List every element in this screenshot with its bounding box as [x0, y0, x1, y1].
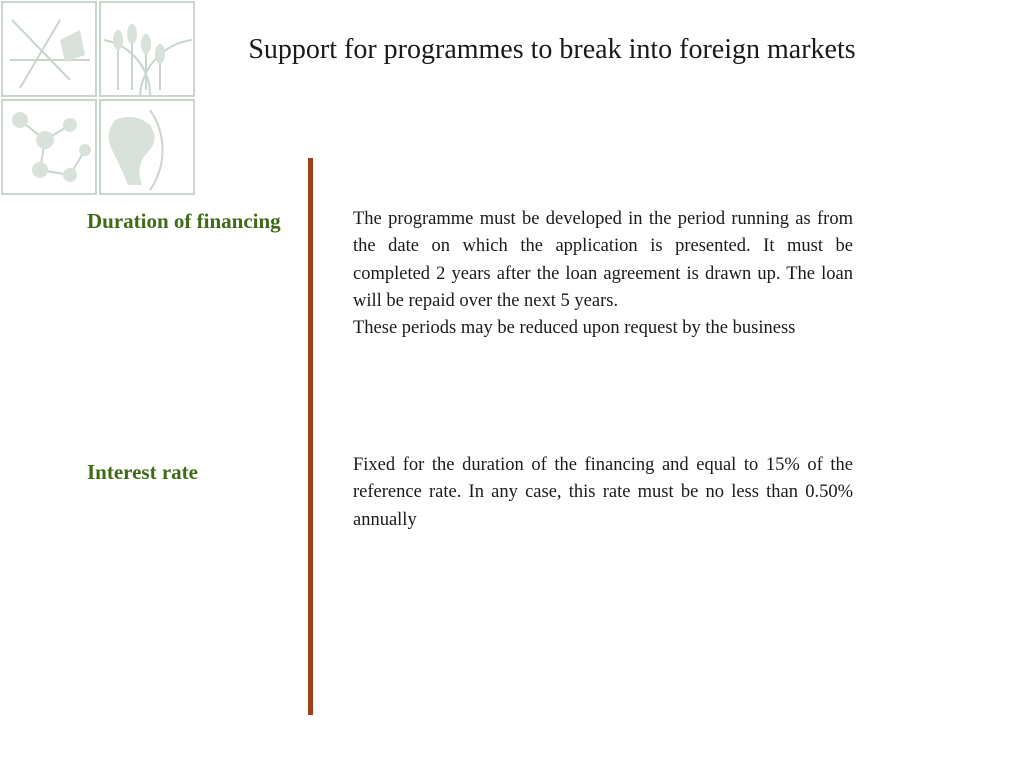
- vertical-divider: [308, 158, 313, 715]
- institution-emblem-icon: [0, 0, 198, 198]
- row-description-duration: [353, 206, 853, 342]
- row-description-interest-rate: [353, 452, 853, 534]
- row-label-interest-rate: Interest rate: [87, 460, 198, 484]
- description-paragraph: Fixed for the duration of the financing and equal to 15% of the reference rate. In any case, this rate must be no less than 0.50% annually: [353, 455, 853, 530]
- description-paragraph: These periods may be reduced upon request by the business: [353, 318, 796, 339]
- row-label-duration: Duration of financing: [87, 209, 281, 233]
- description-paragraph: The programme must be developed in the period running as from the date on which the application is presented. It must be completed 2 years after the loan agreement is drawn up. The loan will be repaid over the next 5 years.: [353, 209, 853, 311]
- page-title: Support for programmes to break into foreign markets: [248, 34, 856, 65]
